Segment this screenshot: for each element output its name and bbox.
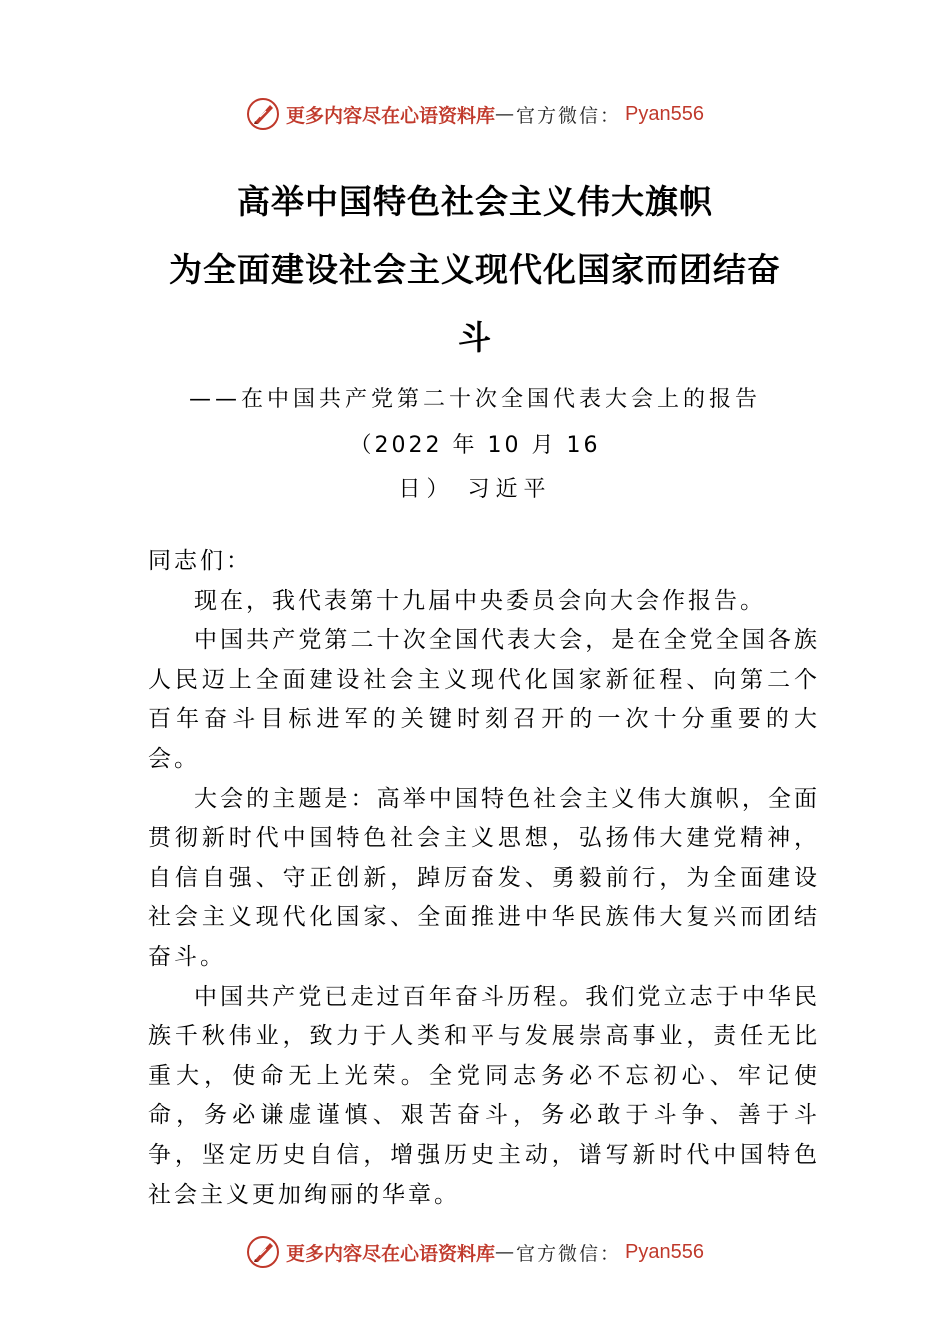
brand-dash: —	[495, 1241, 517, 1263]
wechat-handle: Pyan556	[625, 102, 704, 125]
date-author-line: 日） 习近平	[398, 477, 552, 502]
footer-watermark-banner	[0, 1232, 950, 1272]
brand-name: 更多内容尽在心语资料库	[286, 1242, 496, 1265]
wechat-label: 官方微信：	[516, 104, 622, 127]
quill-pen-logo-icon	[246, 97, 280, 131]
title-line-2: 为全面建设社会主义现代化国家而团结奋	[169, 250, 781, 289]
paragraph-3: 大会的主题是：高举中国特色社会主义伟大旗帜，全面贯彻新时代中国特色社会主义思想，弘扬伟大建党精神，自信自强、守正创新，踔厉奋发、勇毅前行，为全面建设社会主义现代化国家、全面推进中华民族伟大复兴而团结奋斗。	[148, 785, 820, 970]
paragraph-1: 现在，我代表第十九届中央委员会向大会作报告。	[194, 587, 766, 614]
title-line-1: 高举中国特色社会主义伟大旗帜	[237, 182, 713, 221]
wechat-handle: Pyan556	[625, 1240, 704, 1263]
brand-dash: —	[495, 103, 517, 125]
header-watermark-banner	[0, 94, 950, 134]
greeting: 同志们：	[148, 548, 252, 574]
title-line-3: 斗	[458, 318, 492, 357]
paragraph-2: 中国共产党第二十次全国代表大会，是在全党全国各族人民迈上全面建设社会主义现代化国家新征程、向第二个百年奋斗目标进军的关键时刻召开的一次十分重要的大会。	[148, 627, 820, 772]
brand-name: 更多内容尽在心语资料库	[286, 104, 496, 127]
quill-pen-logo-icon	[246, 1235, 280, 1269]
document-subtitle: ——在中国共产党第二十次全国代表大会上的报告	[188, 387, 761, 412]
document-body	[148, 542, 820, 1215]
wechat-label: 官方微信：	[516, 1242, 622, 1265]
document-title	[0, 182, 950, 358]
date-line: （2022 年 10 月 16	[349, 433, 601, 458]
paragraph-4: 中国共产党已走过百年奋斗历程。我们党立志于中华民族千秋伟业，致力于人类和平与发展崇高事业，责任无比重大，使命无上光荣。全党同志务必不忘初心、牢记使命，务必谦虚谨慎、艰苦奋斗，务必敢于斗争、善于斗争，坚定历史自信，增强历史主动，谱写新时代中国特色社会主义更加绚丽的华章。	[148, 983, 820, 1208]
